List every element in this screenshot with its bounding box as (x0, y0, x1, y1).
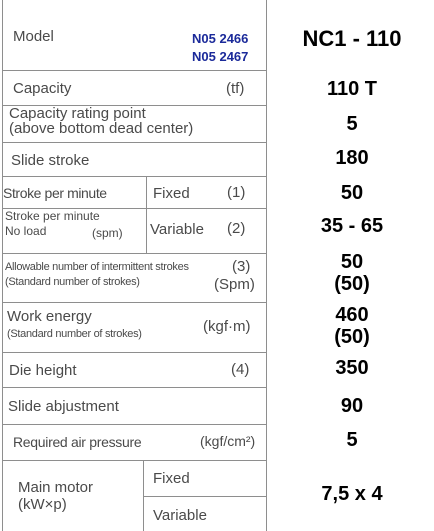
intermittent-label: Allowable number of intermittent strokes (5, 261, 189, 273)
row-line (2, 424, 267, 425)
capacity-value: 110 T (326, 78, 378, 100)
model-code: N05 2466 (192, 31, 249, 46)
row-line (2, 70, 267, 71)
slide-adjustment-label: Slide abjustment (8, 398, 119, 415)
row-line (2, 387, 267, 388)
spm-split-line (146, 176, 147, 253)
spm-variable-label: No load (5, 224, 47, 238)
row-line (2, 176, 267, 177)
die-height-value: 350 (335, 357, 369, 379)
spm-variable-value: 35 - 65 (320, 215, 384, 237)
motor-sub-line (143, 496, 267, 497)
spm-fixed-sub: Fixed (153, 185, 190, 202)
spm-variable-label: Stroke per minute (5, 209, 100, 223)
model-code: N05 2467 (192, 49, 249, 64)
work-energy-value: (50) (334, 326, 370, 348)
capacity-label: Capacity (13, 80, 72, 97)
main-motor-value: 7,5 x 4 (321, 483, 383, 505)
row-line (2, 142, 267, 143)
left-border (2, 0, 3, 531)
work-energy-value: 460 (335, 304, 369, 326)
slide-stroke-value: 180 (335, 147, 369, 169)
model-label: Model (13, 28, 54, 45)
motor-fixed-sub: Fixed (153, 470, 190, 487)
intermittent-unit: (Spm) (214, 276, 255, 293)
row-line (2, 352, 267, 353)
slide-stroke-label: Slide stroke (11, 152, 90, 169)
air-pressure-label: Required air pressure (13, 434, 142, 450)
slide-adjustment-value: 90 (340, 395, 364, 417)
spm-fixed-value: 50 (340, 182, 364, 204)
intermittent-label: (Standard number of strokes) (5, 276, 140, 288)
spm-variable-note: (2) (227, 220, 246, 237)
rating-point-label: (above bottom dead center) (9, 120, 194, 137)
work-energy-label: Work energy (7, 308, 92, 325)
capacity-unit: (tf) (226, 80, 245, 97)
air-pressure-value: 5 (346, 429, 358, 451)
rating-point-value: 5 (346, 113, 358, 135)
model-value: NC1 - 110 (302, 26, 402, 51)
die-height-note: (4) (231, 361, 250, 378)
row-line (2, 302, 267, 303)
work-energy-label: (Standard number of strokes) (7, 328, 142, 340)
main-motor-label: Main motor (18, 479, 94, 496)
rating-point-label: Capacity rating point (9, 105, 146, 122)
row-line (2, 460, 267, 461)
motor-variable-sub: Variable (153, 507, 207, 524)
air-pressure-unit: (kgf/cm²) (200, 433, 256, 449)
intermittent-note: (3) (232, 258, 251, 275)
right-border (266, 0, 267, 531)
main-motor-unit: (kW×p) (18, 496, 67, 513)
spm-variable-sub: Variable (150, 221, 204, 238)
spm-variable-unit: (spm) (92, 226, 123, 240)
spm-label: Stroke per minute (3, 185, 107, 201)
model-code-box (186, 28, 266, 68)
row-line (2, 253, 267, 254)
work-energy-unit: (kgf·m) (203, 318, 251, 335)
intermittent-value: (50) (334, 273, 370, 295)
spm-fixed-note: (1) (227, 184, 246, 201)
die-height-label: Die height (9, 362, 77, 379)
intermittent-value: 50 (340, 251, 364, 273)
